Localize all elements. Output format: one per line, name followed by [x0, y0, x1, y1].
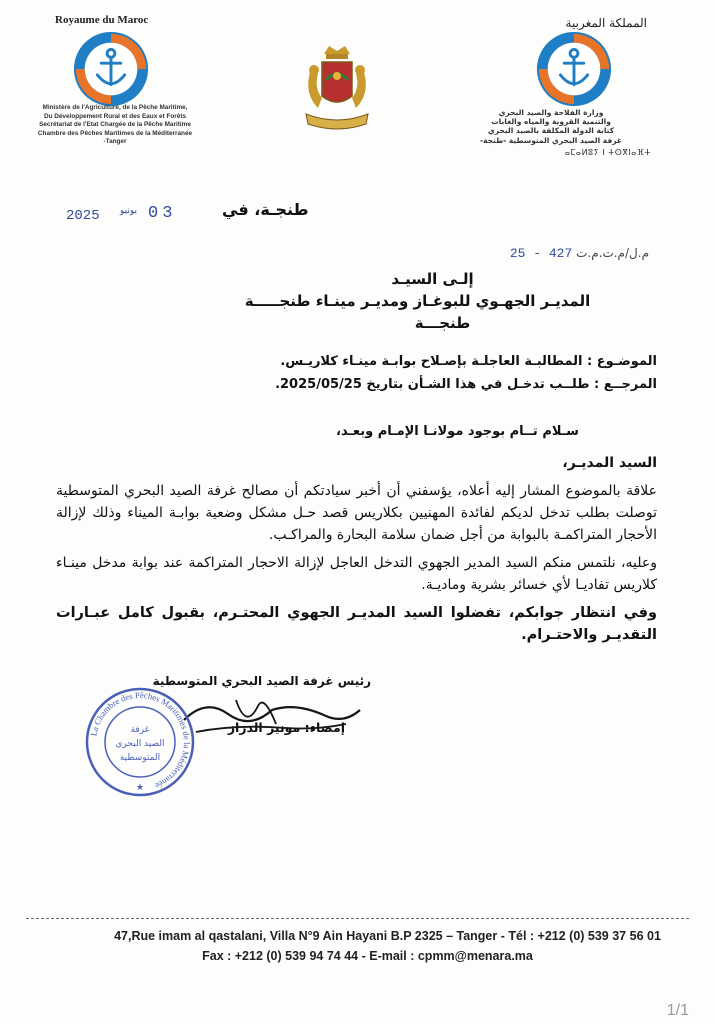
addressee-line: إلـى السيـد [391, 270, 474, 288]
kingdom-title-ar: المملكة المغربية [565, 16, 647, 30]
chamber-logo-right [535, 30, 613, 108]
ministry-lines-fr [20, 104, 210, 147]
body-paragraph: علاقة بالموضوع المشار إليه أعلاه، يؤسفني أن أخبر سيادتكم أن مصالح غرفة الصيد البحري المتوسطية توصلت بطلب تدخل لديكم لفائدة المهنيين بكلاريس قصد حـل مشكل وضعية بوابـة الميناء وذلك لإزالة الأحجار المتراكمـة بالبوابة من أجل ضمان سلامة البحارة والمراكـب. [56, 483, 657, 543]
date-day: 03 [148, 204, 177, 223]
footer-divider [26, 918, 689, 919]
ministry-line-ar: وزارة الفلاحة والصيد البحري [498, 108, 604, 117]
tifinagh-line: ⴰⵎⴰⵍⵓⵢ ⵏ ⵜⵙⴳⵏⴰⴼⵜ [564, 148, 651, 157]
coat-of-arms-icon [296, 42, 378, 136]
official-stamp [84, 686, 196, 798]
reference-line: المرجــع : طلــب تدخـل في هذا الشـأن بتاريخ 2025/05/25. [275, 377, 657, 392]
body-paragraph: وعليه، نلتمس منكم السيد المدير الجهوي التدخل العاجل لإزالة الاحجار المتراكمة عند بوابة مدخل مينـاء كلاريس تفاديـا لأي خسائر بشرية وماديـة. [56, 555, 657, 593]
ministry-line-ar: كتابة الدولة المكلفة بالصيد البحري [487, 126, 615, 136]
stamp-inner-line: المتوسطية [119, 753, 161, 763]
footer-contact [0, 926, 715, 966]
signatory-name: إمضاء: مونير الدراز [227, 720, 345, 735]
reference-prefix: م.ل/م.ت.م.ت [576, 246, 649, 260]
addressee-city: طنجـــة [414, 314, 471, 332]
page-indicator: 1/1 [666, 1002, 689, 1019]
stamp-inner-line: غرفة [130, 725, 150, 735]
footer-address: 47,Rue imam al qastalani, Villa N°9 Ain Hayani B.P 2325 – Tanger - Tél : +212 (0) 539 37 56 01 [114, 929, 661, 943]
addressee-title: المديـر الجهـوي للبوغـاز ومديـر مينـاء طنجـــــة [244, 292, 591, 310]
place-label: طنجـة، في [222, 200, 309, 219]
stamp-outer-text: La Chambre des Pêches Maritimes de la Méditerranée [88, 689, 193, 792]
closing-paragraph: وفي انتظار جوابكم، تفضلوا السيد المديـر الجهوي المحتـرم، بقبول كامل عبـارات التقديـر والاحتـرام. [56, 605, 657, 643]
ministry-line: Du Développement Rural et des Eaux et Forêts [43, 112, 187, 120]
greeting: سـلام تــام بوجود مولانـا الإمـام وبعـد، [336, 424, 579, 439]
date-year: 2025 [66, 208, 100, 224]
ministry-lines-ar [451, 108, 651, 145]
ministry-line: Ministère de l'Agriculture, de la Pêche Maritime, [42, 104, 188, 111]
reference-number [510, 246, 649, 261]
kingdom-title-fr: Royaume du Maroc [55, 14, 149, 26]
handwritten-signature [176, 680, 366, 750]
salutation: السيد المديـر، [562, 455, 657, 471]
ministry-line: Secrétariat de l'Etat Chargée de la Pêche Maritime [39, 121, 191, 129]
chamber-logo-left [72, 30, 150, 108]
letter-body [56, 452, 657, 652]
ministry-line-ar: والتنمية القروية والمياه والغابات [491, 117, 611, 127]
ministry-line: Chambre des Pêches Maritimes de la Méditerranée [37, 129, 193, 137]
signatory-title: رئيس غرفة الصيد البحري المتوسطية [152, 674, 371, 688]
addressee-block [0, 270, 715, 332]
reference-value: 427 - 25 [509, 246, 573, 261]
subject-block [275, 350, 657, 396]
stamp-inner-line: الصيد البحري [115, 739, 165, 749]
footer-fax-email: Fax : +212 (0) 539 94 74 44 - E-mail : cpmm@menara.ma [202, 949, 533, 963]
subject-line: الموضـوع : المطالبـة العاجلـة بإصـلاح بوابـة مينـاء كلاريـس. [280, 354, 657, 369]
date-month: يونيو [120, 206, 138, 216]
ministry-line: -Tanger [103, 138, 127, 146]
ministry-line-ar: غرفة الصيد البحري المتوسطية -طنجة- [479, 135, 623, 145]
star-icon: ★ [135, 783, 145, 793]
